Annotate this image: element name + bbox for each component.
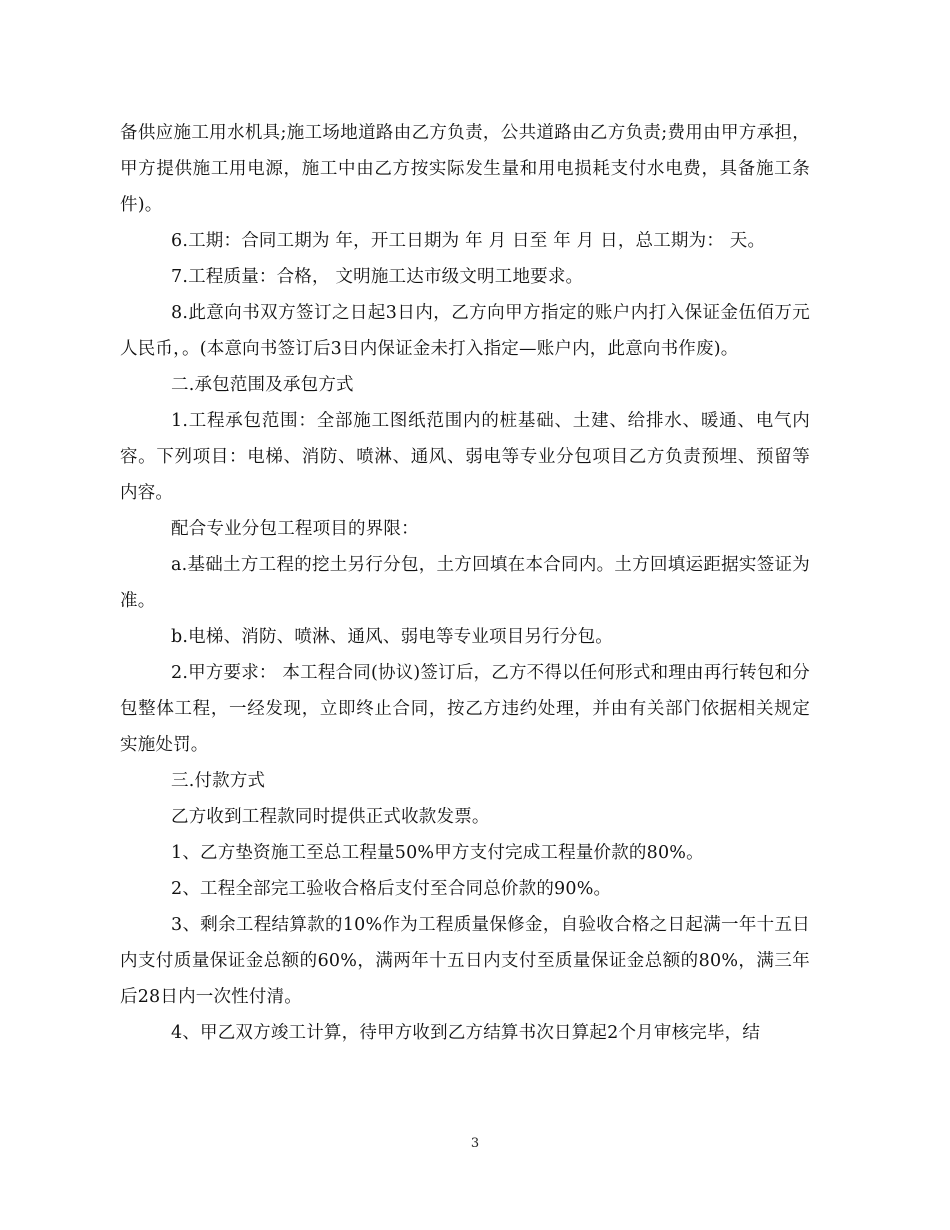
paragraph-requirement-2: 2.甲方要求： 本工程合同(协议)签订后，乙方不得以任何形式和理由再行转包和分包整体工程，一经发现，立即终止合同，按乙方违约处理，并由有关部门依据相关规定实施处罚。: [120, 663, 810, 755]
paragraph-payment-1: 1、乙方垫资施工至总工程量50%甲方支付完成工程量价款的80%。: [171, 843, 704, 863]
paragraph-item-6-schedule: 6.工期：合同工期为 年，开工日期为 年 月 日至 年 月 日，总工期为： 天。: [171, 231, 766, 251]
section-heading-scope: 二.承包范围及承包方式: [171, 375, 354, 395]
page-number: 3: [470, 1136, 480, 1151]
paragraph-payment-2: 2、工程全部完工验收合格后支付至合同总价款的90%。: [171, 879, 612, 899]
paragraph-item-8-deposit: 8.此意向书双方签订之日起3日内，乙方向甲方指定的账户内打入保证金伍佰万元人民币，。(本意向书签订后3日内保证金未打入指定—账户内，此意向书作废)。: [120, 303, 810, 359]
document-body: [120, 115, 810, 1051]
paragraph-scope-1: 1.工程承包范围：全部施工图纸范围内的桩基础、土建、给排水、暖通、电气内容。下列项目：电梯、消防、喷淋、通风、弱电等专业分包项目乙方负责预埋、预留等内容。: [120, 411, 810, 503]
paragraph-scope-b: b.电梯、消防、喷淋、通风、弱电等专业项目另行分包。: [171, 627, 613, 647]
paragraph-invoice: 乙方收到工程款同时提供正式收款发票。: [171, 807, 490, 827]
paragraph-item-7-quality: 7.工程质量：合格， 文明施工达市级文明工地要求。: [171, 267, 584, 287]
paragraph-subcontract-boundary: 配合专业分包工程项目的界限：: [171, 519, 419, 539]
paragraph-scope-a: a.基础土方工程的挖土另行分包，土方回填在本合同内。土方回填运距据实签证为准。: [120, 555, 810, 611]
paragraph-continuation: 备供应施工用水机具;施工场地道路由乙方负责，公共道路由乙方负责;费用由甲方承担，甲方提供施工用电源，施工中由乙方按实际发生量和用电损耗支付水电费，具备施工条件)。: [120, 123, 810, 215]
paragraph-payment-3: 3、剩余工程结算款的10%作为工程质量保修金，自验收合格之日起满一年十五日内支付质量保证金总额的60%，满两年十五日内支付至质量保证金总额的80%，满三年后28日内一次性付清。: [120, 915, 810, 1007]
paragraph-payment-4: 4、甲乙双方竣工计算，待甲方收到乙方结算书次日算起2个月审核完毕，结: [171, 1023, 761, 1043]
section-heading-payment: 三.付款方式: [171, 771, 266, 791]
